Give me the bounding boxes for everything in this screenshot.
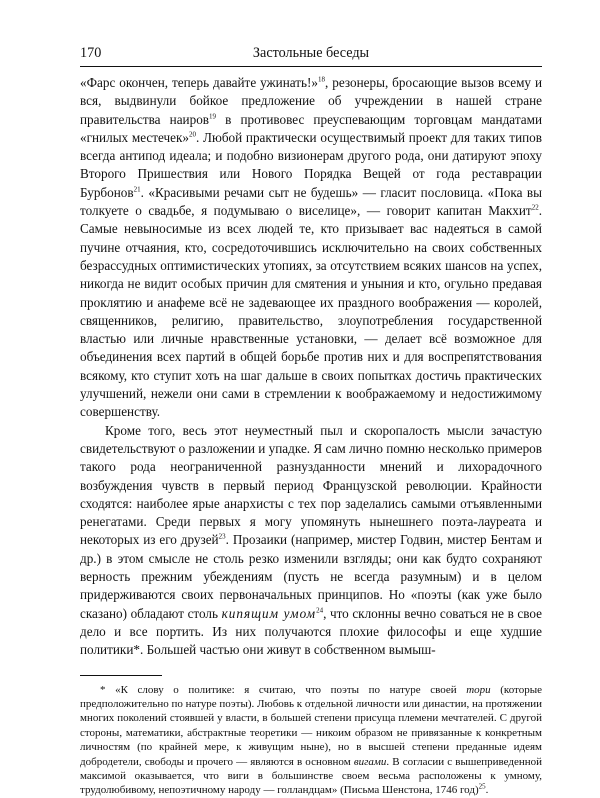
footnote-text-3: . В согласии с вышеприведенной максимой оказывается, что виги в большинстве своем весьма расположены к умному, трудолюбивому, непоэтичному народу — голландцам» (Письма Шенстона, 1746 год) bbox=[80, 755, 542, 797]
footnote bbox=[80, 683, 542, 798]
footnote-text-1: * «К слову о политике: я считаю, что поэты по натуре своей bbox=[100, 683, 467, 696]
note-ref-23[interactable]: 23 bbox=[218, 533, 226, 542]
paragraph-1-text-4: . Любой практически осуществимый проект для таких типов всегда антипод идеала; и подобно визионерам другого рода, они датируют эпоху Второго Пришествия или Нового Порядка Вещей от года реставрации Бурбонов bbox=[80, 129, 543, 200]
book-page bbox=[80, 44, 542, 798]
paragraph-1-text-2: , резонеры, бросающие вызов всему и вся, выдвинули бойкое предложение об учреждении в нашей стране правительства наиров bbox=[80, 75, 542, 127]
footnote-text-2: (которые предположительно по натуре поэты). Любовь к отдельной личности или династии, на протяжении многих поколений стоявшей у власти, в большей степени присуща племени мечтателей. С другой стороны, математики, абстрактные теоретики — никоим образом не привязанные к конкретным личностям (по крайней мере, к живущим ныне), но в высшей степени преданные идеям добродетели, свободы и прочего — являются в основном bbox=[80, 683, 542, 768]
footnote-emphasis-whigs: вигами bbox=[353, 755, 387, 768]
page-number: 170 bbox=[80, 45, 102, 61]
footnote-emphasis-tory: тори bbox=[466, 683, 491, 696]
note-ref-22[interactable]: 22 bbox=[531, 203, 539, 212]
note-ref-24[interactable]: 24 bbox=[316, 606, 324, 615]
running-head bbox=[80, 44, 542, 67]
emphasis-boiling-mind: кипящим умом bbox=[221, 605, 317, 621]
note-ref-21[interactable]: 21 bbox=[133, 185, 141, 194]
paragraph-1-text-1: «Фарс окончен, теперь давайте ужинать!» bbox=[80, 75, 319, 90]
footnote-text-4: . bbox=[485, 784, 489, 797]
body-text bbox=[80, 74, 542, 660]
paragraph-2-text-1: Кроме того, весь этот неуместный пыл и скоропалость мысли зачастую свидетельствуют о разложении и упадке. Я сам лично помню несколько примеров такого рода неограниченной разнузданности мнений и лихорадочного возбуждения чувств в первый период Французской революции. Крайности сходятся: наиболее ярые анархисты с тех пор заделались самыми отъявленными ренегатами. Среди первых я могу упомянуть нынешнего поэта-лауреата и некоторых из его друзей bbox=[80, 422, 542, 548]
paragraph-1-text-3: в противовес преуспевающим торговцам мандатами «гнилых местечек» bbox=[80, 111, 542, 145]
paragraph-2-text-3: , что склонны вечно соваться не в свое дело и все портить. Из них получаются плохие философы и еще худшие политики*. Большей частью они живут в собственном вымыш- bbox=[80, 605, 542, 658]
footnote-divider bbox=[80, 675, 162, 676]
note-ref-20[interactable]: 20 bbox=[189, 130, 197, 139]
paragraph-1 bbox=[80, 74, 542, 422]
note-ref-25[interactable]: 25 bbox=[478, 782, 486, 791]
paragraph-1-text-5: . «Красивыми речами сыт не будешь» — гласит пословица. «Пока вы толкуете о свадьбе, я подумываю о виселице», — говорит капитан Макхит bbox=[80, 184, 542, 219]
paragraph-2 bbox=[80, 422, 542, 660]
paragraph-2-text-2: . Прозаики (например, мистер Годвин, мистер Бентам и др.) в этом смысле не столь резко изменили взгляды; они как будто сохраняют верность прежним убеждениям (пусть не всегда разумным) и в целом придерживаются своих первоначальных принципов. Но «поэты (как уже было сказано) обладают столь bbox=[80, 532, 543, 621]
paragraph-1-text-6: . Самые невыносимые из всех людей те, кто призывает вас надеяться в самой пучине отчаяния, кто, сосредоточившись исключительно на своих собственных безрассудных оптимистических утопиях, за отсутствием всяких шансов на успех, никогда не видит особых причин для смятения и уныния и кто, огульно предавая проклятию и анафеме всё не задевающее их праздного воображения — королей, священников, религию, правительство, злоупотребления государственной властью или личные нравственные установки, — делает всё возможное для объединения всех партий в общей борьбе против них и для воспрепятствования всякому, кто ступит хоть на шаг дальше в своих попытках достичь практических улучшений, нежели они сами в стремлении к воображаемому и недостижимому совершенству. bbox=[80, 203, 542, 420]
running-title: Застольные беседы bbox=[252, 45, 370, 61]
note-ref-18[interactable]: 18 bbox=[318, 75, 326, 84]
note-ref-19[interactable]: 19 bbox=[209, 112, 217, 121]
